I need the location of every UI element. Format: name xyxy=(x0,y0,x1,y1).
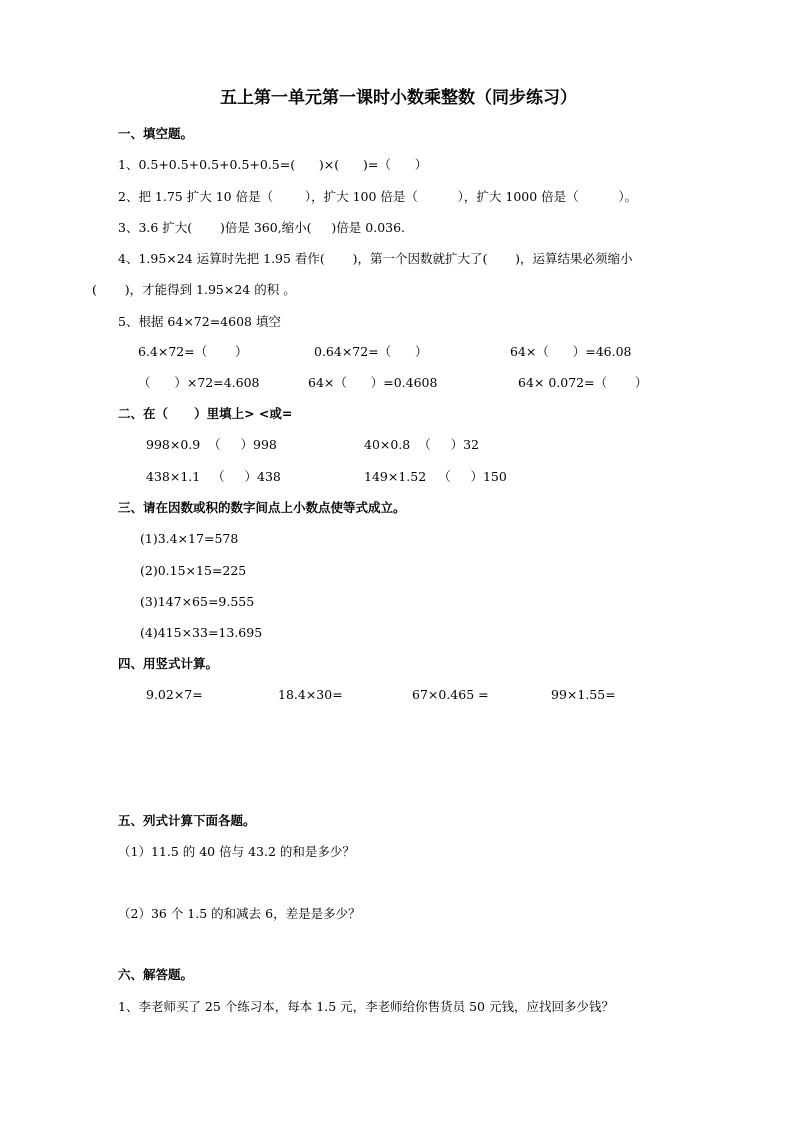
section-6-heading: 六、解答题。 xyxy=(118,967,194,982)
vertical-calc-item: 9.02×7= xyxy=(146,687,203,702)
question-1-5-item: 64× 0.072=（ ） xyxy=(518,375,648,390)
question-1-2: 2、把 1.75 扩大 10 倍是（ ），扩大 100 倍是（ ），扩大 1000 倍是（ ）。 xyxy=(118,189,638,204)
decimal-point-item: (4)415×33=13.695 xyxy=(140,625,263,640)
decimal-point-item: (1)3.4×17=578 xyxy=(140,531,239,546)
question-1-3: 3、3.6 扩大( )倍是 360,缩小( )倍是 0.036. xyxy=(118,220,406,235)
question-5-1: （1）11.5 的 40 倍与 43.2 的和是多少？ xyxy=(118,844,355,859)
section-5-heading: 五、列式计算下面各题。 xyxy=(118,813,256,828)
compare-item: 40×0.8 （ ）32 xyxy=(364,437,479,452)
question-1-5-item: 0.64×72=（ ） xyxy=(314,344,428,359)
section-4-heading: 四、用竖式计算。 xyxy=(118,656,219,671)
section-3-heading: 三、请在因数或积的数字间点上小数点使等式成立。 xyxy=(118,500,406,515)
question-1-5-item: （ ）×72=4.608 xyxy=(138,375,260,390)
question-1-5: 5、根据 64×72=4608 填空 xyxy=(118,314,281,329)
vertical-calc-item: 67×0.465 = xyxy=(412,687,489,702)
question-1-5-item: 64×（ ）=46.08 xyxy=(510,344,632,359)
question-1-5-item: 6.4×72=（ ） xyxy=(138,344,248,359)
question-1-5-item: 64×（ ）=0.4608 xyxy=(308,375,438,390)
vertical-calc-item: 99×1.55= xyxy=(551,687,616,702)
section-2-heading: 二、在（ ）里填上> <或= xyxy=(118,406,293,421)
question-1-4-line1: 4、1.95×24 运算时先把 1.95 看作( )，第一个因数就扩大了( )，运算结果必须缩小 xyxy=(118,251,633,266)
decimal-point-item: (2)0.15×15=225 xyxy=(140,563,247,578)
compare-item: 149×1.52 （ ）150 xyxy=(364,469,507,484)
page-title: 五上第一单元第一课时小数乘整数（同步练习） xyxy=(220,88,577,108)
question-6-1: 1、李老师买了 25 个练习本，每本 1.5 元，李老师给你售货员 50 元钱，应找回多少钱？ xyxy=(118,999,614,1014)
question-1-1: 1、0.5+0.5+0.5+0.5+0.5=( )×( )=（ ） xyxy=(118,157,428,172)
decimal-point-item: (3)147×65=9.555 xyxy=(140,594,255,609)
question-1-4-line2: ( )，才能得到 1.95×24 的积 。 xyxy=(92,282,296,297)
question-5-2: （2）36 个 1.5 的和减去 6，差是是多少？ xyxy=(118,906,361,921)
compare-item: 438×1.1 （ ）438 xyxy=(146,469,281,484)
compare-item: 998×0.9 （ ）998 xyxy=(146,437,277,452)
vertical-calc-item: 18.4×30= xyxy=(278,687,343,702)
section-1-heading: 一、填空题。 xyxy=(118,126,194,141)
